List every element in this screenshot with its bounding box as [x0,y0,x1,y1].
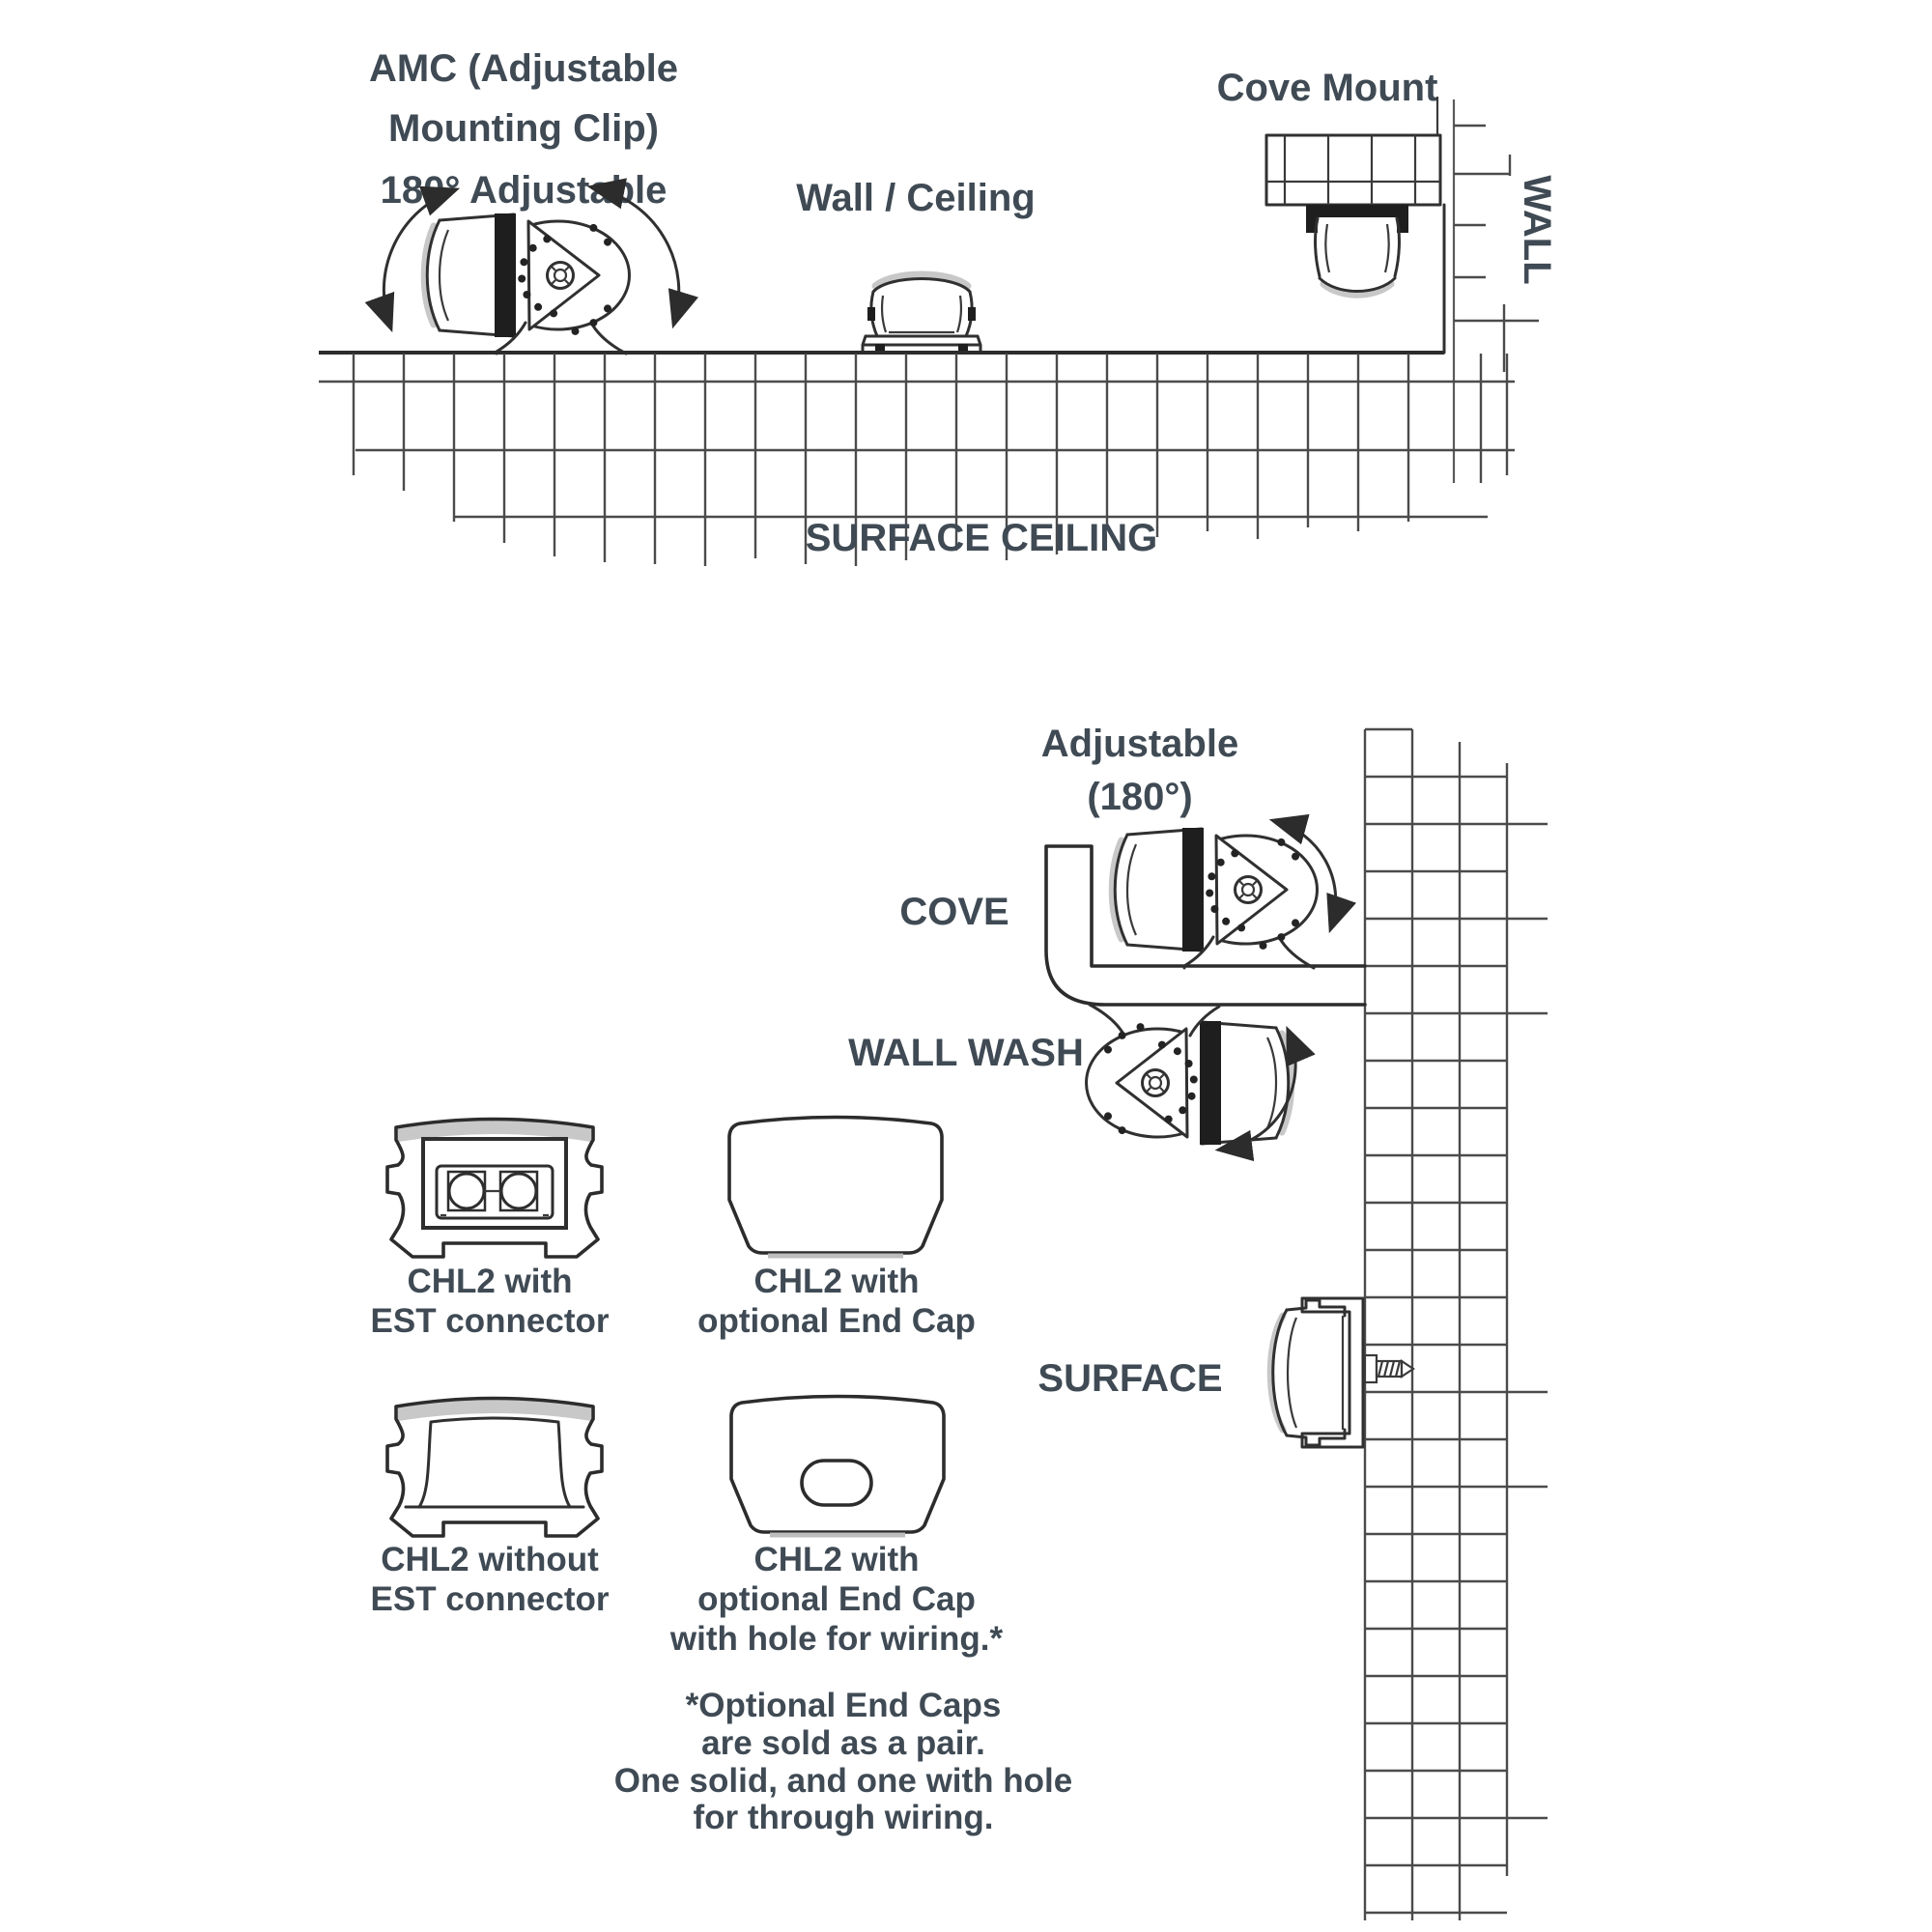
adjustable-label-line1: Adjustable [1040,723,1239,765]
chl2-label-4-line1: CHL2 with [753,1541,920,1578]
wall-label: WALL [1516,175,1558,285]
cove-adjustable-clip-drawing [1112,821,1335,968]
cove-shelf-drawing [1266,135,1440,205]
chl2-label-4-line3: with hole for wiring.* [669,1620,1004,1658]
surface-label: SURFACE [1037,1357,1223,1400]
amc-clip-drawing [424,213,629,354]
chl2-label-4 [669,1541,1004,1658]
amc-label-line1: AMC (Adjustable [369,47,678,90]
chl2-endcap-hole-drawing [731,1397,944,1536]
chl2-label-3 [371,1541,610,1618]
cove-hanging-channel-drawing [1306,205,1408,295]
footnote-line1: *Optional End Caps [685,1687,1002,1724]
chl2-label-2 [697,1263,976,1340]
chl2-label-2-line1: CHL2 with [753,1263,920,1300]
cove-shelf-bottom-drawing [1046,846,1365,1005]
footnote-line2: are sold as a pair. [701,1724,985,1762]
wall-ceiling-channel-drawing [863,274,980,352]
wall-ceiling-label: Wall / Ceiling [796,177,1036,219]
chl2-label-1 [371,1263,610,1340]
chl2-label-2-line2: optional End Cap [697,1302,976,1340]
wall-hatch-bottom [1365,729,1548,1920]
endcap-footnote [614,1687,1072,1836]
surface-channel-drawing [1270,1298,1413,1447]
cove-mount-label: Cove Mount [1216,67,1438,109]
amc-label-line2: Mounting Clip) [388,107,659,150]
surface-ceiling-label: SURFACE CEILING [805,517,1158,559]
adjustable-label-line2: (180°) [1087,776,1193,818]
chl2-label-4-line2: optional End Cap [697,1580,976,1618]
cove-label: COVE [899,891,1009,933]
footnote-line3: One solid, and one with hole [613,1762,1073,1800]
wall-hatch-top [1444,99,1539,483]
chl2-label-1-line2: EST connector [370,1302,610,1340]
chl2-with-est-drawing [387,1119,602,1257]
amc-label [369,47,678,212]
chl2-without-est-drawing [387,1398,602,1536]
chl2-label-1-line1: CHL2 with [407,1263,573,1300]
wall-wash-clip-drawing [1087,1005,1296,1150]
amc-label-line3: 180° Adjustable [380,169,668,212]
footnote-line4: for through wiring. [693,1799,994,1836]
wall-wash-label: WALL WASH [848,1032,1084,1074]
adjustable-label [1041,723,1238,818]
chl2-endcap-drawing [729,1118,942,1257]
chl2-label-3-line1: CHL2 without [381,1541,599,1578]
chl2-label-3-line2: EST connector [370,1580,610,1618]
